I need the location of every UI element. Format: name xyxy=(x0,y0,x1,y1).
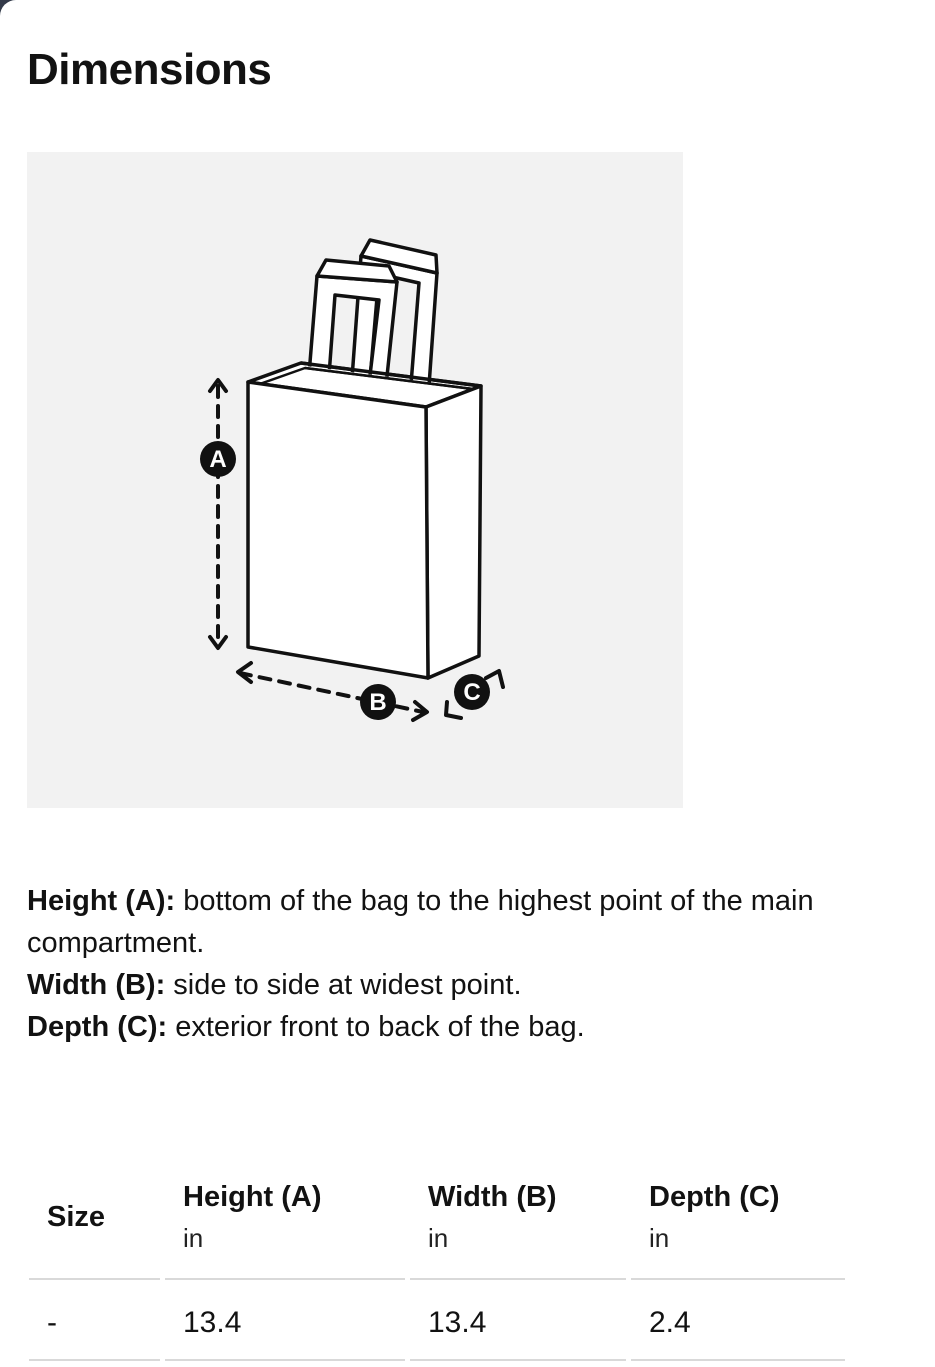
marker-c-label: C xyxy=(463,679,481,706)
column-header-depth-label: Depth (C) xyxy=(649,1181,780,1213)
size-table xyxy=(24,1164,850,1361)
definition-depth xyxy=(27,1006,902,1048)
bag-side-face xyxy=(426,386,481,678)
bag-body xyxy=(248,382,481,678)
definition-width xyxy=(27,964,902,1006)
size-table-header-row xyxy=(29,1164,845,1280)
definition-height-text: bottom of the bag to the highest point of the main compartment. xyxy=(27,885,814,959)
definition-width-term: Width (B): xyxy=(27,969,166,1001)
cell-size: - xyxy=(29,1280,160,1361)
column-header-depth-unit: in xyxy=(649,1223,670,1253)
bag-front-face xyxy=(248,382,428,678)
cell-width: 13.4 xyxy=(410,1280,626,1361)
definition-height-term: Height (A): xyxy=(27,885,176,917)
column-header-width-unit: in xyxy=(428,1223,449,1253)
column-header-height-unit: in xyxy=(183,1223,204,1253)
bag-illustration xyxy=(27,152,683,808)
page-title: Dimensions xyxy=(27,45,272,94)
column-header-size xyxy=(29,1164,160,1280)
height-arrow xyxy=(210,380,226,648)
definition-height xyxy=(27,880,902,964)
table-row xyxy=(29,1280,845,1361)
column-header-size-label: Size xyxy=(47,1200,106,1233)
definition-depth-text: exterior front to back of the bag. xyxy=(175,1011,585,1043)
column-header-depth xyxy=(631,1164,845,1280)
dimension-definitions xyxy=(27,880,902,1048)
marker-a-label: A xyxy=(209,446,227,473)
cell-depth: 2.4 xyxy=(631,1280,845,1361)
column-header-height-label: Height (A) xyxy=(183,1181,322,1213)
column-header-width-label: Width (B) xyxy=(428,1181,557,1213)
cell-height: 13.4 xyxy=(165,1280,405,1361)
marker-b-label: B xyxy=(369,689,387,716)
definition-depth-term: Depth (C): xyxy=(27,1011,168,1043)
column-header-width xyxy=(410,1164,626,1280)
definition-width-text: side to side at widest point. xyxy=(173,969,522,1001)
bag-diagram-panel xyxy=(27,152,683,808)
column-header-height xyxy=(165,1164,405,1280)
